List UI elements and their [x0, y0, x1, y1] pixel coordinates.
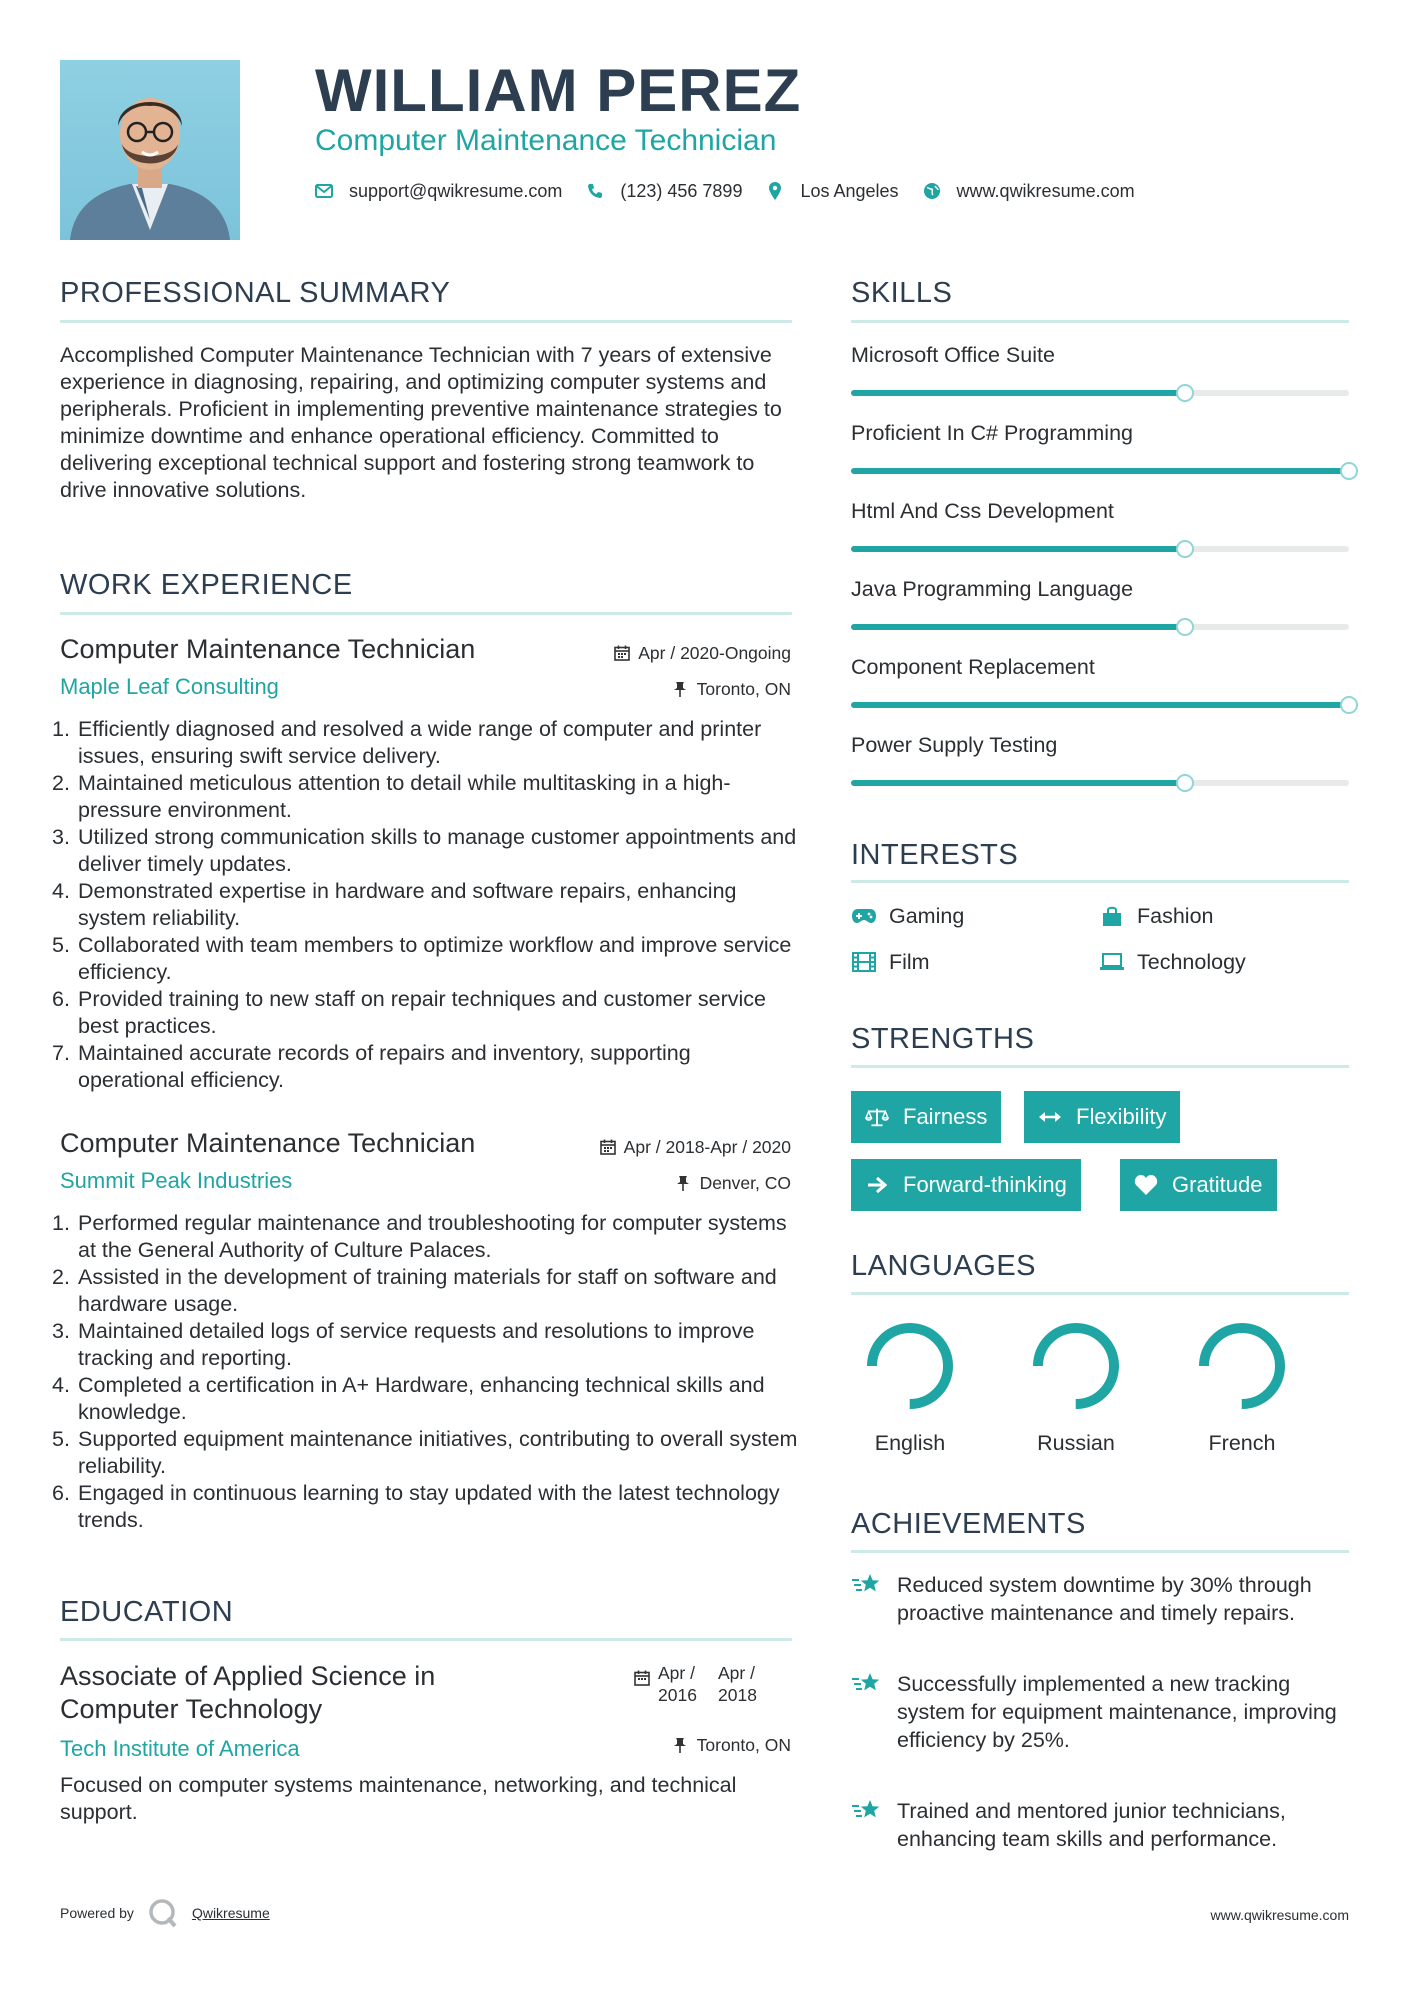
skill-bar [851, 546, 1349, 552]
laptop-icon [1099, 951, 1125, 973]
job-location [673, 678, 791, 700]
job-role: Computer Maintenance Technician [60, 1128, 476, 1158]
phone-text: (123) 456 7899 [620, 180, 743, 201]
achievement-text: Successfully implemented a new tracking system for equipment maintenance, improving efficiency by 25%. [897, 1672, 1337, 1752]
interests-divider [851, 880, 1349, 883]
language-item [1187, 1318, 1297, 1456]
bullet-item [52, 716, 800, 770]
bullet-text: Engaged in continuous learning to stay updated with the latest technology trends. [78, 1481, 780, 1532]
education-dates [634, 1662, 778, 1706]
interest-fashion [1099, 903, 1214, 929]
skill-bar-fill [851, 390, 1185, 396]
skill-bar-knob [1176, 618, 1194, 636]
strength-tag [1024, 1091, 1180, 1143]
education-end: Apr / 2018 [718, 1663, 757, 1705]
language-ring [1194, 1318, 1290, 1414]
bullet-item [52, 1372, 800, 1426]
degree-line-2: Computer Technology [60, 1694, 323, 1724]
job-dates [614, 642, 791, 664]
skill-label: Proficient In C# Programming [851, 421, 1133, 445]
language-label: Russian [1037, 1431, 1115, 1455]
interests-heading: INTERESTS [851, 839, 1019, 871]
bullet-text: Collaborated with team members to optimize workflow and improve service efficiency. [78, 933, 792, 984]
strength-label: Gratitude [1172, 1172, 1263, 1197]
skill-bar-fill [851, 780, 1185, 786]
experience-divider [60, 612, 792, 615]
bullet-item [52, 1318, 800, 1372]
bullet-text: Maintained accurate records of repairs and inventory, supporting operational efficiency. [78, 1041, 691, 1092]
bullet-text: Maintained detailed logs of service requests and resolutions to improve tracking and reporting. [78, 1319, 755, 1370]
contact-location [766, 181, 898, 202]
summary-text: Accomplished Computer Maintenance Technician with 7 years of extensive experience in diagnosing, repairing, and optimizing computer systems and peripherals. Proficient in implementing preventive maintenance strategies to minimize downtime and enhance operational efficiency. Committed to delivering exceptional technical support and fostering strong teamwork to drive innovative solutions. [60, 343, 782, 502]
school-location-text: Toronto, ON [696, 1735, 791, 1755]
interest-label: Film [889, 950, 930, 974]
achievements-divider [851, 1550, 1349, 1553]
achievement-item [851, 1670, 1351, 1754]
bullet-number: 5. [52, 1427, 70, 1451]
summary-divider [60, 320, 792, 323]
bullet-item [52, 770, 800, 824]
bullet-text: Maintained meticulous attention to detail while multitasking in a high-pressure environment. [78, 771, 731, 822]
language-label: English [874, 1431, 946, 1455]
website-text: www.qwikresume.com [956, 180, 1135, 201]
contact-email[interactable] [315, 181, 562, 202]
bullet-number: 7. [52, 1041, 70, 1065]
strength-label: Fairness [903, 1104, 988, 1129]
education-divider [60, 1638, 792, 1641]
job-company: Maple Leaf Consulting [60, 674, 279, 699]
film-icon [851, 951, 877, 973]
calendar-icon [614, 645, 630, 661]
interest-gaming [851, 903, 964, 929]
email-text: support@qwikresume.com [349, 180, 563, 201]
job-bullets [52, 1210, 800, 1534]
skills-heading: SKILLS [851, 277, 953, 309]
bullet-number: 2. [52, 1265, 70, 1289]
bullet-text: Completed a certification in A+ Hardware, enhancing technical skills and knowledge. [78, 1373, 765, 1424]
bullet-number: 4. [52, 879, 70, 903]
strength-tag [851, 1091, 1001, 1143]
strengths-divider [851, 1065, 1349, 1068]
achievements-heading: ACHIEVEMENTS [851, 1508, 1086, 1540]
contact-website[interactable] [923, 181, 1135, 202]
bullet-item [52, 1040, 800, 1094]
education-start: Apr / 2016 [658, 1663, 697, 1705]
map-pin-icon [766, 182, 784, 200]
education-description: Focused on computer systems maintenance, networking, and technical support. [60, 1773, 737, 1824]
interest-label: Technology [1137, 950, 1246, 974]
skills-divider [851, 320, 1349, 323]
calendar-icon [600, 1139, 616, 1155]
strength-label: Flexibility [1076, 1104, 1167, 1129]
interest-film [851, 949, 930, 975]
language-ring [1028, 1318, 1124, 1414]
bullet-item [52, 878, 800, 932]
powered-by-label: Powered by [60, 1905, 134, 1921]
bullet-number: 1. [52, 717, 70, 741]
bullet-text: Provided training to new staff on repair techniques and customer service best practices. [78, 987, 766, 1038]
location-text: Los Angeles [800, 180, 899, 201]
profile-photo [60, 60, 240, 240]
skill-bar-knob [1340, 462, 1358, 480]
school-name: Tech Institute of America [60, 1736, 300, 1761]
bullet-item [52, 1210, 800, 1264]
balance-scale-icon [865, 1106, 889, 1128]
contact-phone[interactable] [586, 181, 742, 202]
bullet-number: 6. [52, 1481, 70, 1505]
bullet-number: 6. [52, 987, 70, 1011]
bullet-item [52, 986, 800, 1040]
skill-label: Component Replacement [851, 655, 1095, 679]
bullet-number: 5. [52, 933, 70, 957]
skill-bar [851, 624, 1349, 630]
shooting-star-icon [851, 1571, 883, 1599]
skill-bar [851, 702, 1349, 708]
skill-bar-knob [1176, 774, 1194, 792]
bullet-item [52, 1426, 800, 1480]
languages-divider [851, 1292, 1349, 1295]
pushpin-icon [676, 1175, 692, 1191]
job-bullets [52, 716, 800, 1094]
globe-icon [923, 182, 941, 200]
brand-link[interactable]: Qwikresume [191, 1905, 270, 1921]
language-ring [862, 1318, 958, 1414]
bullet-number: 4. [52, 1373, 70, 1397]
degree-line-1: Associate of Applied Science in [60, 1661, 436, 1691]
skill-bar-fill [851, 702, 1349, 708]
bullet-item [52, 1480, 800, 1534]
candidate-name: WILLIAM PEREZ [315, 57, 802, 124]
phone-icon [586, 182, 604, 200]
skill-bar-knob [1176, 540, 1194, 558]
bullet-text: Supported equipment maintenance initiatives, contributing to overall system reliability. [78, 1427, 798, 1478]
shooting-star-icon [851, 1670, 883, 1698]
language-label: French [1208, 1431, 1276, 1455]
skill-bar [851, 468, 1349, 474]
job-dates [600, 1136, 791, 1158]
languages-heading: LANGUAGES [851, 1250, 1036, 1282]
achievement-text: Trained and mentored junior technicians, enhancing team skills and performance. [897, 1799, 1286, 1851]
school-location [673, 1734, 791, 1756]
arrows-horizontal-icon [1038, 1106, 1062, 1128]
skill-label: Power Supply Testing [851, 733, 1058, 757]
strength-label: Forward-thinking [903, 1172, 1067, 1197]
bullet-text: Demonstrated expertise in hardware and software repairs, enhancing system reliability. [78, 879, 737, 930]
interest-label: Fashion [1137, 904, 1214, 928]
summary-heading: PROFESSIONAL SUMMARY [60, 277, 451, 309]
skill-bar [851, 390, 1349, 396]
bullet-text: Performed regular maintenance and troubleshooting for computer systems at the General Authority of Culture Palaces. [78, 1211, 787, 1262]
bullet-text: Utilized strong communication skills to manage customer appointments and deliver timely updates. [78, 825, 797, 876]
footer-powered-by [60, 1898, 270, 1928]
pushpin-icon [673, 681, 689, 697]
bullet-item [52, 824, 800, 878]
job-role: Computer Maintenance Technician [60, 634, 476, 664]
job-location-text: Denver, CO [699, 1173, 791, 1193]
bullet-number: 3. [52, 825, 70, 849]
skill-bar-fill [851, 468, 1349, 474]
skill-bar-knob [1340, 696, 1358, 714]
bullet-item [52, 932, 800, 986]
skill-label: Microsoft Office Suite [851, 343, 1055, 367]
strength-tag [1120, 1159, 1277, 1211]
strength-tag [851, 1159, 1081, 1211]
gamepad-icon [851, 905, 877, 927]
language-item [1021, 1318, 1131, 1456]
skill-bar-fill [851, 624, 1185, 630]
job-location-text: Toronto, ON [696, 679, 791, 699]
job-location [676, 1172, 791, 1194]
calendar-icon [634, 1670, 650, 1686]
shooting-star-icon [851, 1797, 883, 1825]
bullet-number: 3. [52, 1319, 70, 1343]
bullet-text: Efficiently diagnosed and resolved a wide range of computer and printer issues, ensuring swift service delivery. [78, 717, 762, 768]
achievement-item [851, 1797, 1351, 1853]
bullet-number: 1. [52, 1211, 70, 1235]
arrow-right-icon [865, 1174, 889, 1196]
bullet-text: Assisted in the development of training materials for staff on software and hardware usage. [78, 1265, 777, 1316]
job-dates-text: Apr / 2020-Ongoing [638, 643, 791, 663]
bullet-item [52, 1264, 800, 1318]
achievement-item [851, 1571, 1351, 1627]
language-item [855, 1318, 965, 1456]
shopping-bag-icon [1099, 905, 1125, 927]
contact-row [315, 178, 1159, 204]
footer-url[interactable]: www.qwikresume.com [1210, 1907, 1349, 1923]
skill-label: Java Programming Language [851, 577, 1134, 601]
skill-label: Html And Css Development [851, 499, 1114, 523]
envelope-icon [315, 182, 333, 200]
experience-heading: WORK EXPERIENCE [60, 569, 353, 601]
skill-bar-knob [1176, 384, 1194, 402]
interest-label: Gaming [889, 904, 965, 928]
strengths-heading: STRENGTHS [851, 1023, 1035, 1055]
job-dates-text: Apr / 2018-Apr / 2020 [623, 1137, 791, 1157]
skill-bar [851, 780, 1349, 786]
bullet-number: 2. [52, 771, 70, 795]
interest-technology [1099, 949, 1246, 975]
skill-bar-fill [851, 546, 1185, 552]
achievement-text: Reduced system downtime by 30% through proactive maintenance and timely repairs. [897, 1573, 1312, 1625]
job-company: Summit Peak Industries [60, 1168, 293, 1193]
heart-icon [1134, 1174, 1158, 1196]
candidate-title: Computer Maintenance Technician [315, 124, 777, 157]
qwikresume-logo-icon [148, 1898, 178, 1928]
education-heading: EDUCATION [60, 1596, 234, 1628]
pushpin-icon [673, 1737, 689, 1753]
